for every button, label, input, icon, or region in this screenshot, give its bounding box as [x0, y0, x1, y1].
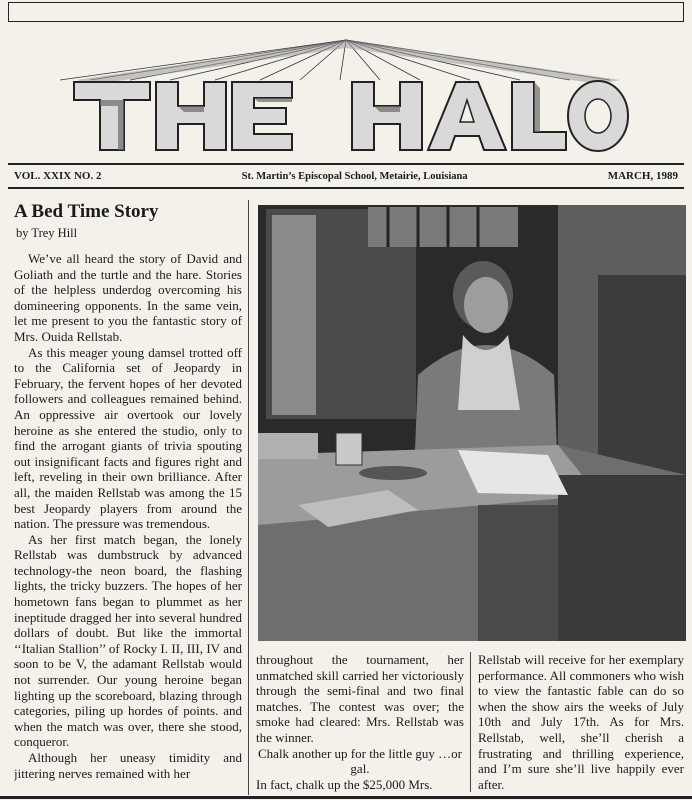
top-border-box: [8, 2, 684, 22]
column-divider: [470, 652, 471, 792]
bottom-rule: [0, 796, 692, 799]
article-body-middle: [256, 652, 464, 792]
article-headline: A Bed Time Story: [14, 201, 159, 222]
article-right-column: [478, 652, 684, 792]
paragraph: Although her uneasy timidity and jittering nerves remained with her: [14, 750, 242, 781]
volume-number: VOL. XXIX NO. 2: [14, 170, 102, 182]
masthead-logo: [0, 26, 692, 160]
article-left-column: [14, 200, 242, 795]
paragraph: In fact, chalk up the $25,000 Mrs.: [256, 776, 433, 792]
column-divider: [248, 200, 249, 795]
school-name: St. Martin’s Episcopal School, Metairie, Louisiana: [241, 170, 468, 182]
paragraph: throughout the tournament, her unmatched skill carried her victoriously through the semi-final and two final matches. The contest was over; the smoke had cleared: Mrs. Rellstab was the winner.: [256, 652, 464, 745]
article-byline: by Trey Hill: [16, 226, 78, 240]
article-body-left: [14, 251, 242, 781]
issue-info-bar: [8, 163, 684, 189]
photo-woman-at-desk: [258, 205, 686, 641]
paragraph: We’ve all heard the story of David and Goliath and the turtle and the hare. Stories of the helpless underdog overcoming his domineering opponents. In the same vein, let me present to you the fantastic story of Mrs. Ouida Rellstab.: [14, 251, 242, 344]
paragraph: Chalk another up for the little guy …or gal.: [258, 745, 462, 777]
article-body-right: [478, 652, 684, 792]
paragraph: As her first match began, the lonely Rellstab was dumbstruck by advanced technology-the neon board, the flashing lights, the tricky buzzers. The hopes of her hometown fans began to plummet as her ineptitude dragged her into several hundred dollars of doubt. But like the immortal ‘‘Italian Stallion’’ of Rocky I. II, III, IV and soon to be V, the adamant Rellstab would not surrender. Our young heroine began lighting up the scoreboard, blazing through categories, piling up hordes of points. and when the match was over, there she stood, conqueror.: [14, 531, 242, 750]
issue-date: MARCH, 1989: [607, 170, 678, 182]
masthead: [0, 26, 692, 160]
article-photo: [258, 205, 686, 641]
paragraph: Rellstab will receive for her exemplary performance. All commoners who wish to view the fantastic fable can do so when the show airs the weeks of July 10th and July 17th. As for Mrs. Rellstab, well, she’ll cherish a frustrating and thrilling experience, and I’m sure she’ll live happily ever after.: [478, 652, 684, 792]
paragraph: As this meager young damsel trotted off to the California set of Jeopardy in February, the fervent hopes of her devoted followers and colleagues remained behind. An oppressive air overtook our lovely heroine as she entered the studio, only to find the arrogant giants of trivia spouting out insignificant facts and figures right and left, reveling in their own brilliance. After all, the maiden Rellstab was among the 15 best Jeopardy players from around the nation. The pressure was tremendous.: [14, 344, 242, 532]
article-middle-column: [256, 652, 464, 792]
